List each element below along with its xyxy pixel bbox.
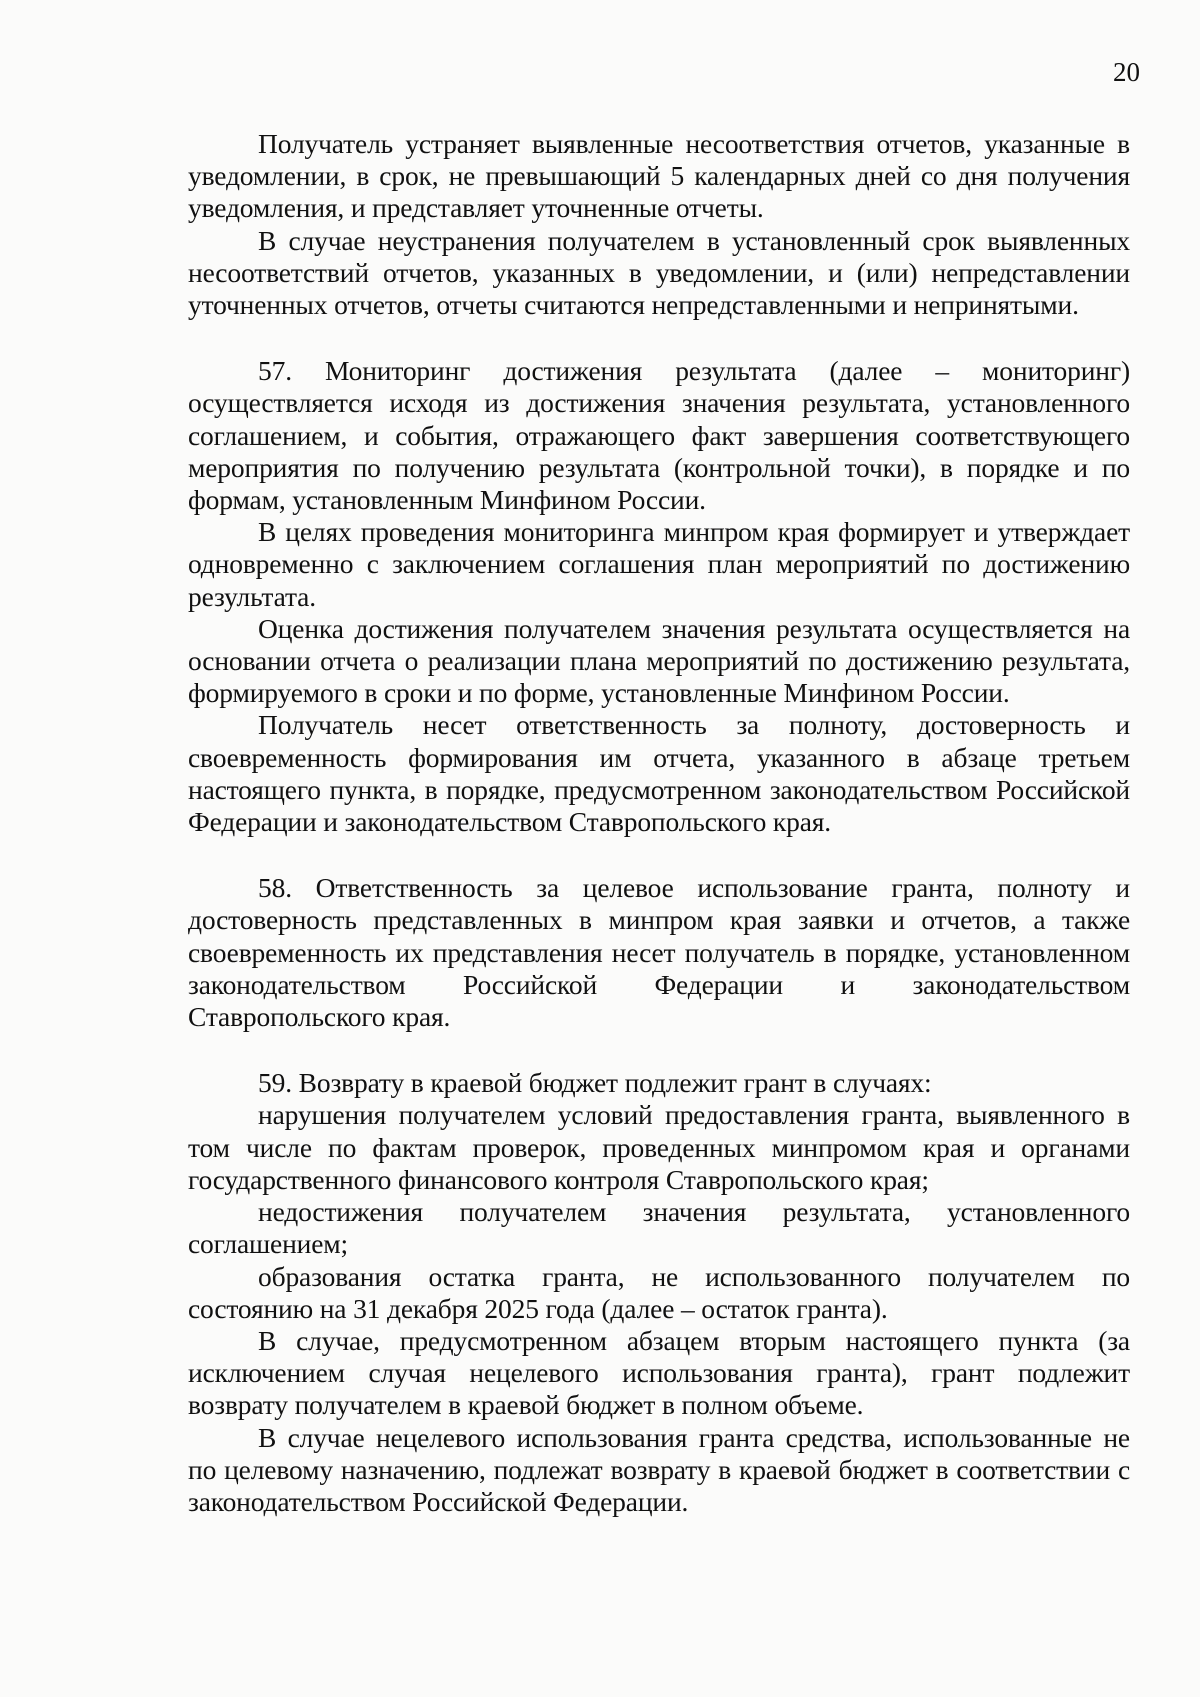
paragraph: В случае неустранения получателем в установленный срок выявленных несоответствий отчетов, указанных в уведомлении, и (или) непредставлении уточненных отчетов, отчеты считаются непредставленными и непринятыми. [188, 224, 1130, 321]
paragraph: недостижения получателем значения результата, установленного соглашением; [188, 1196, 1130, 1260]
paragraph: 59. Возврату в краевой бюджет подлежит грант в случаях: [258, 1067, 932, 1099]
paragraph: нарушения получателем условий предоставления гранта, выявленного в том числе по фактам проверок, проведенных минпромом края и органами государственного финансового контроля Ставропольского края; [188, 1099, 1130, 1195]
paragraph: В случае нецелевого использования гранта средства, использованные не по целевому назначению, подлежат возврату в краевой бюджет в соответствии с законодательством Российской Федерации. [188, 1421, 1130, 1517]
section-gap [188, 1033, 1130, 1067]
section-gap [188, 838, 1130, 872]
paragraph: 58. Ответственность за целевое использование гранта, полноту и достоверность представленных в минпром края заявки и отчетов, а также своевременность их представления несет получатель в порядке, установленном законодательством Российской Федерации и законодательством Ставропольского края. [188, 872, 1130, 1033]
paragraph: образования остатка гранта, не использованного получателем по состоянию на 31 декабря 2025 года (далее – остаток гранта). [188, 1260, 1130, 1324]
paragraph: В целях проведения мониторинга минпром края формирует и утверждает одновременно с заключением соглашения план мероприятий по достижению результата. [188, 516, 1130, 612]
paragraph: Оценка достижения получателем значения результата осуществляется на основании отчета о реализации плана мероприятий по достижению результата, формируемого в сроки и по форме, установленные Минфином России. [188, 612, 1130, 709]
document-body [188, 128, 1130, 1518]
paragraph: В случае, предусмотренном абзацем вторым настоящего пункта (за исключением случая нецелевого использования гранта), грант подлежит возврату получателем в краевой бюджет в полном объеме. [188, 1324, 1130, 1421]
paragraph: Получатель устраняет выявленные несоответствия отчетов, указанные в уведомлении, в срок, не превышающий 5 календарных дней со дня получения уведомления, и представляет уточненные отчеты. [188, 128, 1130, 224]
section-gap [188, 321, 1130, 355]
paragraph: 57. Мониторинг достижения результата (далее – мониторинг) осуществляется исходя из достижения значения результата, установленного соглашением, и события, отражающего факт завершения соответствующего мероприятия по получению результата (контрольной точки), в порядке и по формам, установленным Минфином России. [188, 355, 1130, 516]
page-number: 20 [1113, 57, 1140, 87]
paragraph: Получатель несет ответственность за полноту, достоверность и своевременность формирования им отчета, указанного в абзаце третьем настоящего пункта, в порядке, предусмотренном законодательством Российской Федерации и законодательством Ставропольского края. [188, 709, 1130, 838]
